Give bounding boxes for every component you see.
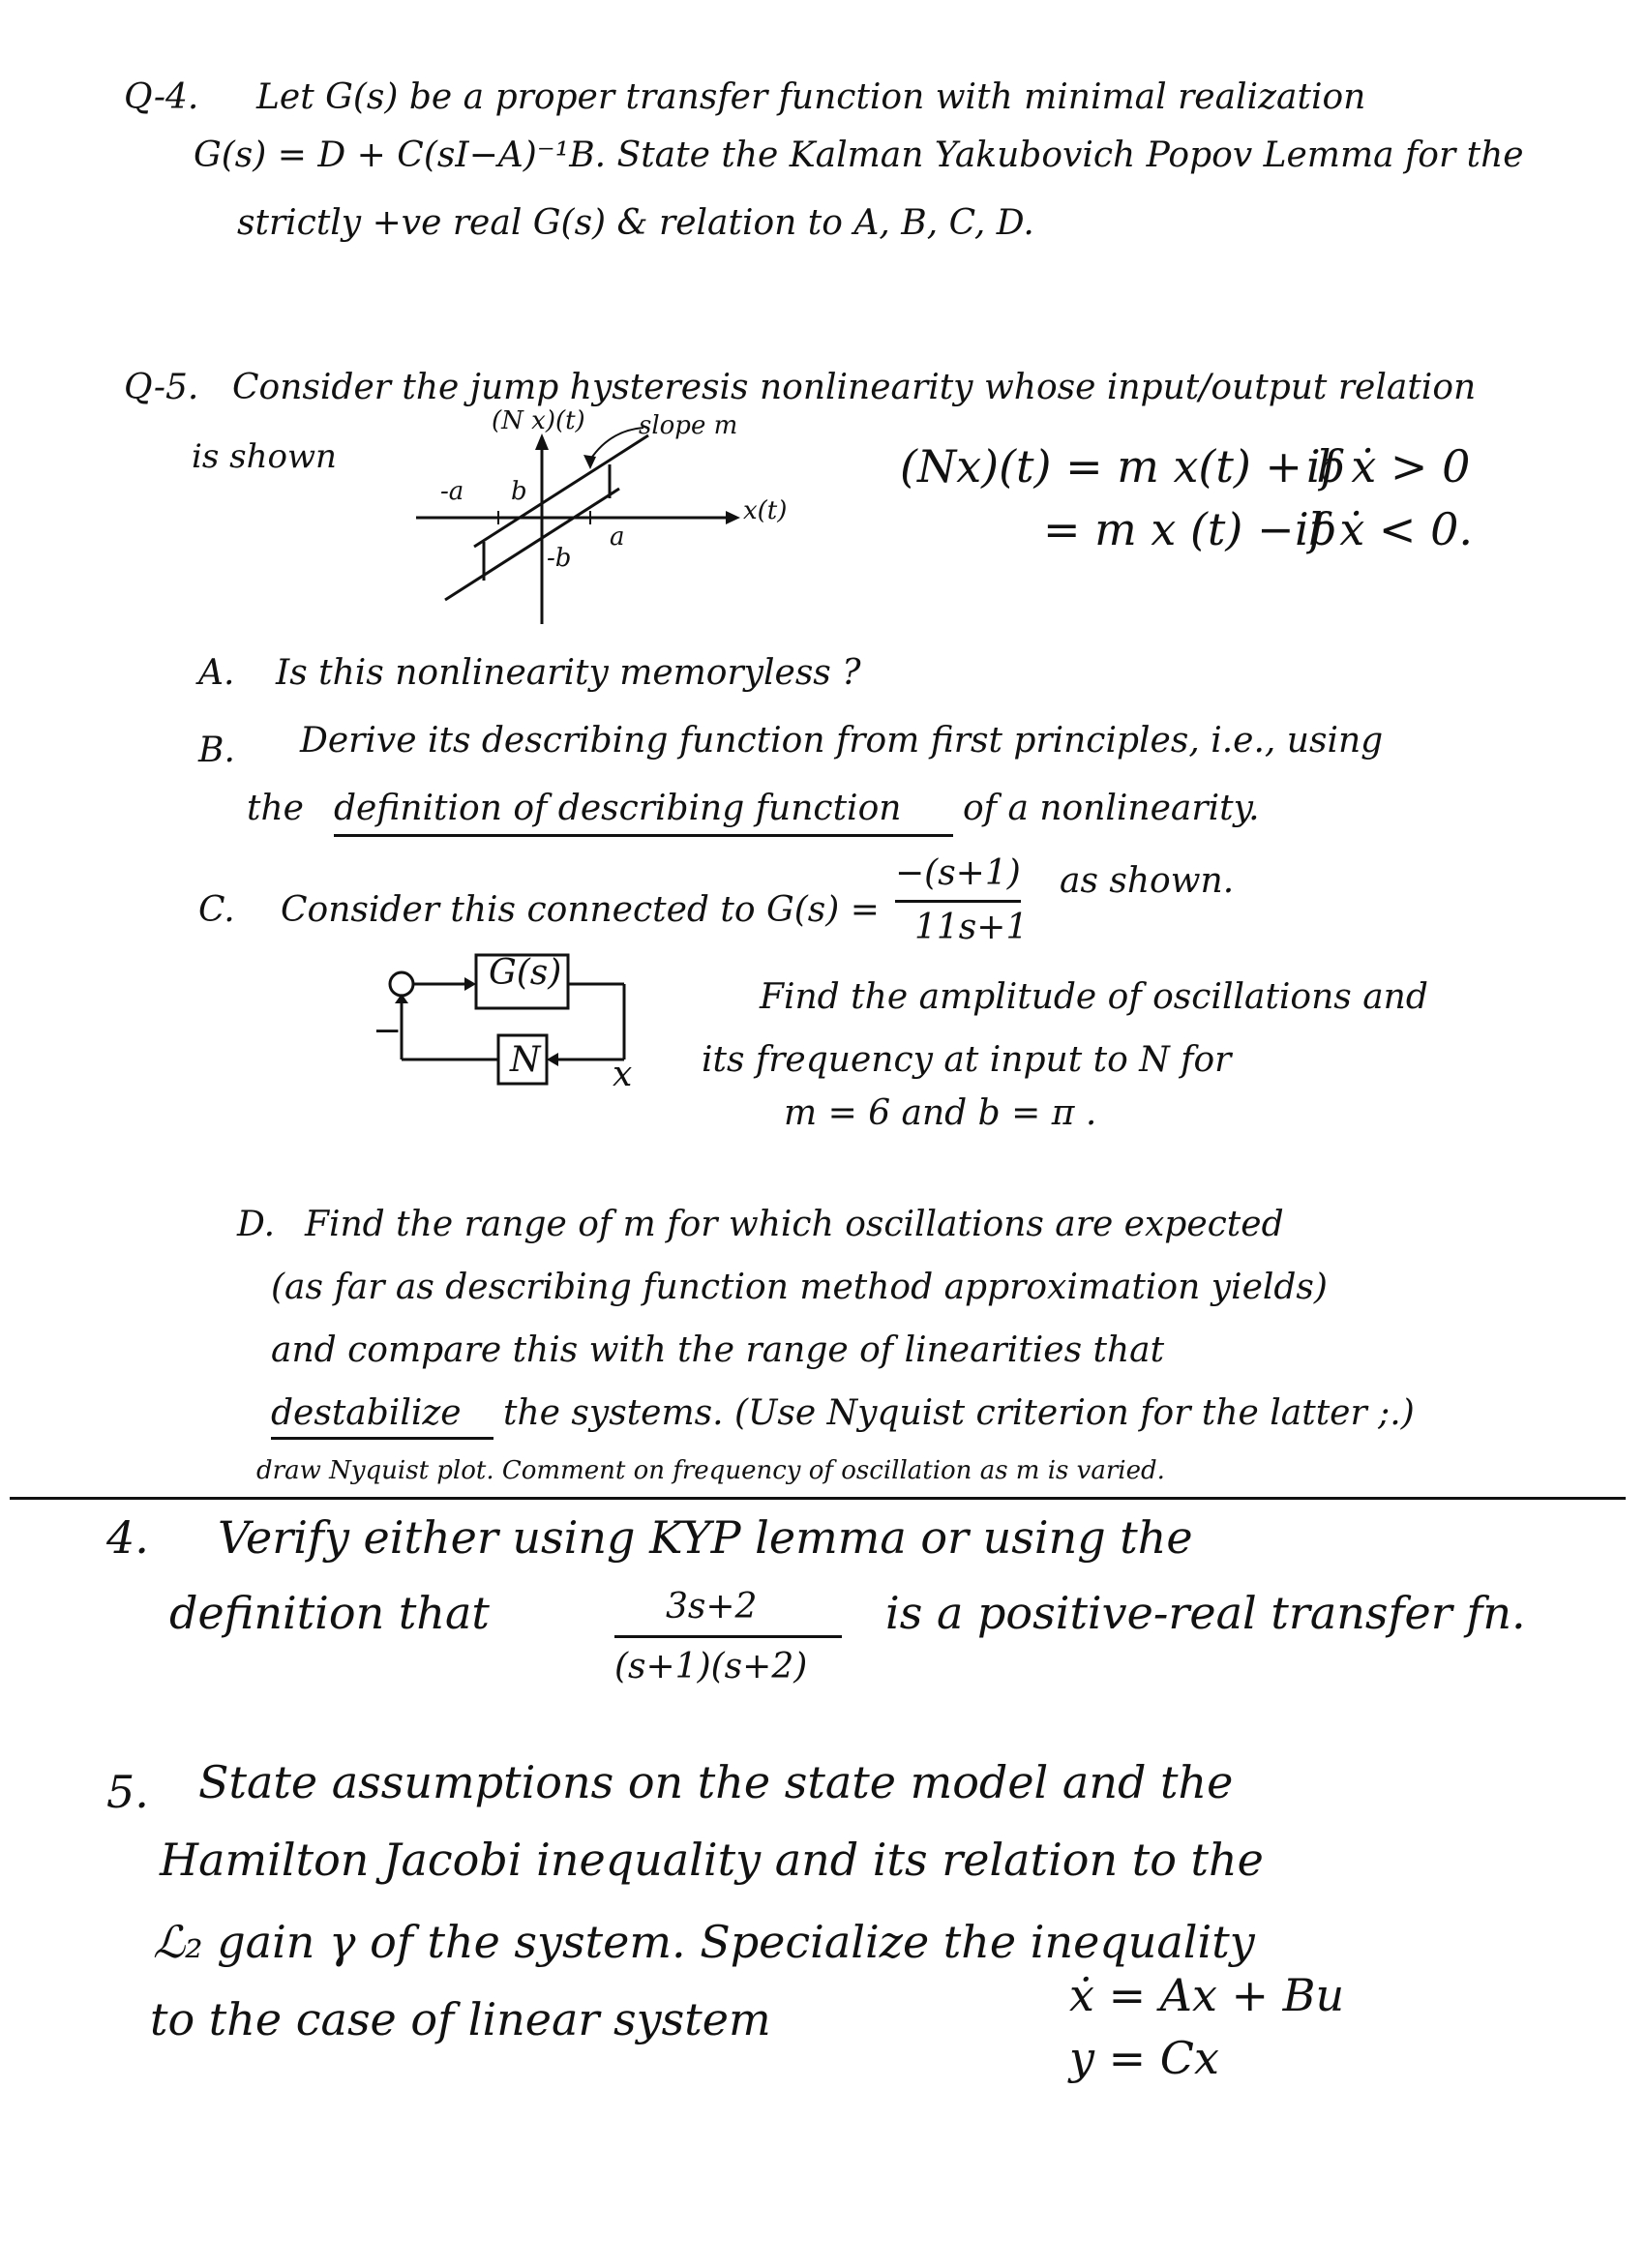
q5-relation-1: (Nx)(t) = m x(t) + b bbox=[900, 440, 1346, 492]
q5-d-text5: draw Nyquist plot. Comment on frequency of oscillation as m is varied. bbox=[256, 1456, 1165, 1485]
q5-c-fraction-bar bbox=[895, 900, 1021, 903]
block-minus-label: − bbox=[373, 1011, 403, 1051]
graph-y-arrow bbox=[535, 433, 549, 450]
q4b-denominator: (s+1)(s+2) bbox=[614, 1647, 808, 1686]
q5b-line3: ℒ₂ gain γ of the system. Specialize the inequality bbox=[153, 1916, 1255, 1968]
q5-relation-1-cond: if ẋ > 0 bbox=[1306, 440, 1471, 492]
graph-lower-line bbox=[445, 489, 619, 600]
q5-b-label: B. bbox=[198, 731, 235, 770]
graph-neg-a: -a bbox=[440, 477, 464, 506]
q5-d-text3: and compare this with the range of linearities that bbox=[271, 1330, 1165, 1370]
q4-label: Q-4. bbox=[124, 77, 199, 117]
q5-d-underline bbox=[271, 1437, 494, 1440]
q4b-numerator: 3s+2 bbox=[666, 1587, 758, 1626]
q5-relation-2: = m x (t) − b bbox=[1043, 503, 1337, 555]
slope-arrowhead bbox=[583, 455, 596, 469]
q5b-label: 5. bbox=[106, 1766, 149, 1818]
q5-b-text2-pre: the bbox=[247, 789, 304, 828]
graph-slope-label: slope m bbox=[639, 411, 738, 440]
q4-line1: Let G(s) be a proper transfer function with minimal realization bbox=[256, 77, 1366, 117]
q4b-fraction-bar bbox=[614, 1635, 842, 1638]
q5-c-denominator: 11s+1 bbox=[914, 908, 1029, 947]
section-divider bbox=[10, 1497, 1626, 1500]
q5b-line2: Hamilton Jacobi inequality and its relation to the bbox=[160, 1834, 1264, 1886]
q5-d-text1: Find the range of m for which oscillations are expected bbox=[305, 1205, 1284, 1244]
q5-d-text2: (as far as describing function method approximation yields) bbox=[271, 1268, 1328, 1307]
q5b-eq1: ẋ = Ax + Bu bbox=[1069, 1969, 1345, 2021]
q5-b-text2-underlined: definition of describing function bbox=[334, 789, 902, 828]
q5-c-numerator: −(s+1) bbox=[895, 853, 1021, 893]
q5-label: Q-5. bbox=[124, 368, 199, 407]
graph-x-arrow bbox=[726, 511, 740, 524]
summing-junction bbox=[390, 972, 413, 996]
q5-b-text2-post: of a nonlinearity. bbox=[963, 789, 1260, 828]
q5-relation-2-cond: if ẋ < 0. bbox=[1295, 503, 1473, 555]
q5-a-label: A. bbox=[198, 653, 235, 693]
q5-d-label: D. bbox=[237, 1205, 276, 1244]
q5-c-text: Consider this connected to G(s) = bbox=[281, 890, 880, 930]
q5b-eq2: y = Cx bbox=[1069, 2032, 1219, 2084]
q5-d-text4-rest: the systems. (Use Nyquist criterion for the latter ;.) bbox=[503, 1393, 1415, 1433]
graph-neg-b: -b bbox=[547, 544, 572, 573]
q5-line1: Consider the jump hysteresis nonlinearity whose input/output relation bbox=[232, 368, 1477, 407]
return-arrow bbox=[547, 1053, 558, 1066]
q5b-line4: to the case of linear system bbox=[150, 1993, 771, 2045]
q4b-line1: Verify either using KYP lemma or using the bbox=[218, 1511, 1193, 1564]
graph-pos-a: a bbox=[610, 522, 625, 552]
q5-line2: is shown bbox=[192, 437, 337, 476]
q4b-label: 4. bbox=[106, 1511, 149, 1564]
graph-x-label: x(t) bbox=[743, 496, 788, 525]
q4b-line2: definition that bbox=[169, 1587, 490, 1639]
q5-d-text4-underlined: destabilize bbox=[271, 1393, 462, 1433]
q5-c-find3: m = 6 and b = π . bbox=[784, 1093, 1097, 1133]
q5-c-find1: Find the amplitude of oscillations and bbox=[760, 977, 1428, 1017]
q4-line2: G(s) = D + C(sI−A)⁻¹B. State the Kalman Yakubovich Popov Lemma for the bbox=[194, 135, 1524, 175]
block-x-label: x bbox=[613, 1055, 633, 1094]
graph-pos-b: b bbox=[511, 477, 527, 506]
q5-c-tail: as shown. bbox=[1060, 861, 1235, 901]
forward-arrow bbox=[464, 977, 476, 991]
q5-c-label: C. bbox=[198, 890, 235, 930]
q4b-tail: is a positive-real transfer fn. bbox=[885, 1587, 1526, 1639]
graph-y-label: (N x)(t) bbox=[492, 406, 585, 435]
q5-a-text: Is this nonlinearity memoryless ? bbox=[276, 653, 861, 693]
q5-b-text: Derive its describing function from first principles, i.e., using bbox=[300, 721, 1384, 761]
q5-c-find2: its frequency at input to N for bbox=[702, 1040, 1232, 1080]
q5b-line1: State assumptions on the state model and the bbox=[198, 1756, 1234, 1808]
block-n-label: N bbox=[510, 1040, 541, 1080]
block-g-label: G(s) bbox=[489, 953, 562, 993]
q5-b-underline bbox=[334, 834, 953, 837]
q4-line3: strictly +ve real G(s) & relation to A, B, C, D. bbox=[237, 203, 1034, 243]
